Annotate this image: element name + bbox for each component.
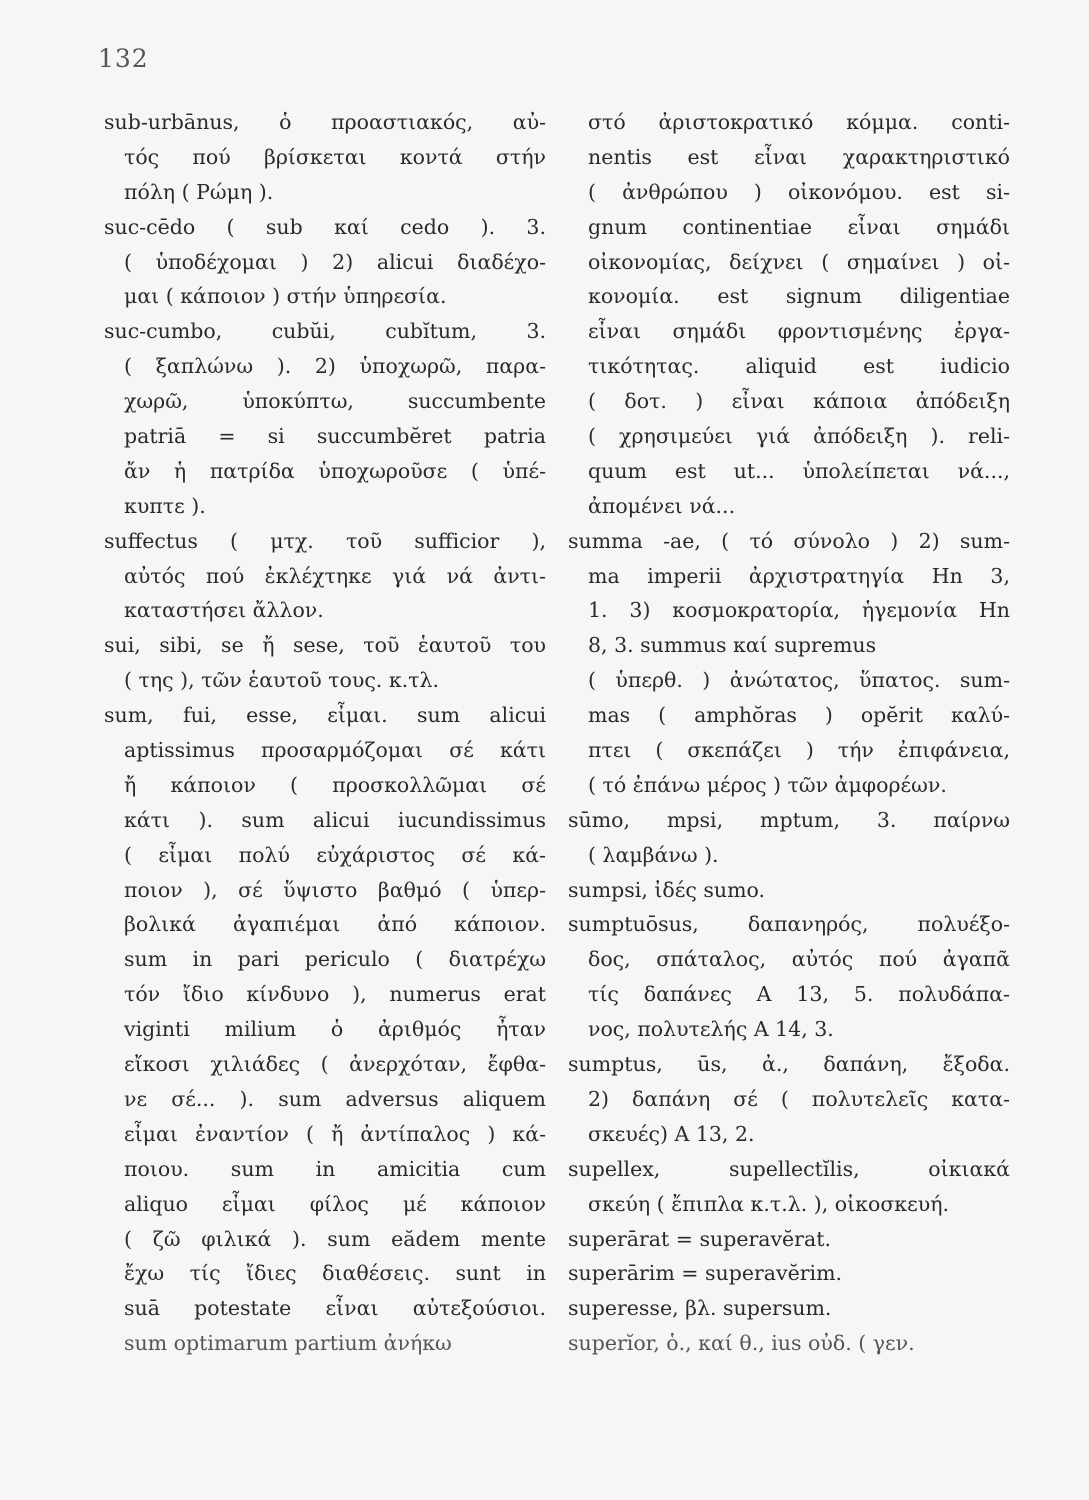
- left-column-line: suc-cumbo, cubŭi, cubĭtum, 3.: [104, 319, 546, 344]
- left-column-line: aptissimus προσαρμόζομαι σέ κάτι: [124, 738, 546, 763]
- right-column-line: ( ὑπερθ. ) ἀνώτατος, ὕπατος. sum-: [588, 668, 1010, 693]
- right-column-line: ( ἀνθρώπου ) οἰκονόμου. est si-: [588, 179, 1010, 204]
- left-column-line: κυπτε ).: [124, 493, 206, 518]
- left-column-line: πόλη ( Ρώμη ).: [124, 179, 274, 204]
- left-column-line: τός πού βρίσκεται κοντά στήν: [124, 144, 546, 169]
- left-column-line: εἴκοσι χιλιάδες ( ἀνερχόταν, ἔφθα-: [124, 1052, 546, 1077]
- right-column-line: ma imperii ἀρχιστρατηγία Hn 3,: [588, 563, 1010, 588]
- right-column-line: στό ἀριστοκρατικό κόμμα. conti-: [588, 110, 1010, 134]
- left-column-line: patriā = si succumbĕret patria: [124, 424, 546, 449]
- left-column-line: ἔχω τίς ἴδιες διαθέσεις. sunt in: [124, 1261, 546, 1286]
- right-column-line: σκευές) A 13, 2.: [588, 1121, 755, 1146]
- left-column-line: καταστήσει ἄλλον.: [124, 598, 324, 623]
- right-column-line: νος, πολυτελής A 14, 3.: [588, 1017, 834, 1042]
- left-column-line: aliquo εἶμαι φίλος μέ κάποιον: [124, 1191, 546, 1216]
- left-column-line: sum, fui, esse, εἶμαι. sum alicui: [104, 703, 546, 728]
- page-number: 132: [98, 44, 149, 73]
- left-column-line: suā potestate εἶναι αὐτεξούσιοι.: [124, 1296, 546, 1321]
- left-column-line: sub-urbānus, ὁ προαστιακός, αὐ-: [104, 110, 546, 134]
- left-column-line: αὐτός πού ἐκλέχτηκε γιά νά ἀντι-: [124, 563, 546, 588]
- left-column-line: ( εἶμαι πολύ εὐχάριστος σέ κά-: [124, 842, 546, 867]
- left-column-line: εἶμαι ἐναντίον ( ἤ ἀντίπαλος ) κά-: [124, 1121, 546, 1146]
- left-column-line: κάτι ). sum alicui iucundissimus: [124, 807, 546, 832]
- right-column-line: 1. 3) κοσμοκρατορία, ἡγεμονία Hn: [588, 598, 1010, 623]
- left-column: [104, 105, 546, 1361]
- left-column-line: νε σέ... ). sum adversus aliquem: [124, 1086, 546, 1111]
- right-column-line: sūmo, mpsi, mptum, 3. παίρνω: [568, 807, 1010, 832]
- left-column-line: ποιον ), σέ ὕψιστο βαθμό ( ὑπερ-: [124, 877, 546, 902]
- right-column-line: summa -ae, ( τό σύνολο ) 2) sum-: [568, 528, 1010, 553]
- right-column-line: 2) δαπάνη σέ ( πολυτελεῖς κατα-: [588, 1086, 1010, 1111]
- right-column-line: οἰκονομίας, δείχνει ( σημαίνει ) οἰ-: [588, 249, 1010, 274]
- right-column-line: quum est ut... ὑπολείπεται νά...,: [588, 458, 1010, 483]
- left-column-line: τόν ἴδιο κίνδυνο ), numerus erat: [124, 982, 546, 1007]
- left-column-line: sui, sibi, se ἤ sese, τοῦ ἑαυτοῦ του: [104, 633, 546, 658]
- right-column-line: superārim = superavĕrim.: [568, 1261, 843, 1286]
- right-column-line: sumptus, ūs, ἀ., δαπάνη, ἔξοδα.: [568, 1052, 1010, 1077]
- right-column-line: δος, σπάταλος, αὐτός πού ἀγαπᾶ: [588, 947, 1010, 972]
- right-column-line: κονομία. est signum diligentiae: [588, 284, 1010, 309]
- right-column-line: sumpsi, ἰδές sumo.: [568, 877, 766, 902]
- left-column-line: viginti milium ὁ ἀριθμός ἦταν: [124, 1017, 546, 1042]
- left-column-line: ( ξαπλώνω ). 2) ὑποχωρῶ, παρα-: [124, 354, 546, 379]
- right-column-line: τίς δαπάνες A 13, 5. πολυδάπα-: [588, 982, 1010, 1007]
- right-column-line: πτει ( σκεπάζει ) τήν ἐπιφάνεια,: [588, 738, 1010, 763]
- right-column-line: mas ( amphŏras ) opĕrit καλύ-: [588, 703, 1010, 728]
- right-column-line: ἀπομένει νά...: [588, 493, 736, 518]
- right-column-line: τικότητας. aliquid est iudicio: [588, 354, 1010, 379]
- left-column-line: ( της ), τῶν ἑαυτοῦ τους. κ.τλ.: [124, 668, 440, 693]
- right-column-line: ( δοτ. ) εἶναι κάποια ἀπόδειξη: [588, 389, 1010, 414]
- left-column-line: sum in pari periculo ( διατρέχω: [124, 947, 546, 972]
- right-column-line: εἶναι σημάδι φροντισμένης ἐργα-: [588, 319, 1010, 344]
- right-column-line: ( λαμβάνω ).: [588, 842, 719, 867]
- right-column-line: superĭor, ὁ., καί θ., ius οὐδ. ( γεν.: [568, 1331, 915, 1356]
- left-column-line: suc-cēdo ( sub καί cedo ). 3.: [104, 214, 546, 239]
- left-column-line: βολικά ἀγαπιέμαι ἀπό κάποιον.: [124, 912, 546, 937]
- right-column-line: σκεύη ( ἔπιπλα κ.τ.λ. ), οἰκοσκευή.: [588, 1191, 950, 1216]
- right-column: [568, 105, 1010, 1361]
- left-column-line: ἄν ἡ πατρίδα ὑποχωροῦσε ( ὑπέ-: [124, 458, 546, 483]
- left-column-line: sum optimarum partium ἀνήκω: [124, 1331, 452, 1356]
- left-column-line: χωρῶ, ὑποκύπτω, succumbente: [124, 389, 546, 414]
- left-column-line: ( ὑποδέχομαι ) 2) alicui διαδέχο-: [124, 249, 546, 274]
- left-column-line: suffectus ( μτχ. τοῦ sufficior ),: [104, 528, 546, 553]
- right-column-line: nentis est εἶναι χαρακτηριστικό: [588, 144, 1010, 169]
- right-column-line: superesse, βλ. supersum.: [568, 1296, 832, 1321]
- right-column-line: sumptuōsus, δαπανηρός, πολυέξο-: [568, 912, 1010, 937]
- right-column-line: gnum continentiae εἶναι σημάδι: [588, 214, 1010, 239]
- left-column-line: ( ζῶ φιλικά ). sum eădem mente: [124, 1226, 546, 1251]
- right-column-line: 8, 3. summus καί supremus: [588, 633, 877, 658]
- right-column-line: superārat = superavĕrat.: [568, 1226, 831, 1251]
- left-column-line: μαι ( κάποιον ) στήν ὑπηρεσία.: [124, 284, 447, 309]
- right-column-line: ( τό ἐπάνω μέρος ) τῶν ἀμφορέων.: [588, 772, 947, 797]
- right-column-line: supellex, supellectĭlis, οἰκιακά: [568, 1156, 1010, 1181]
- right-column-line: ( χρησιμεύει γιά ἀπόδειξη ). reli-: [588, 424, 1010, 449]
- left-column-line: ἤ κάποιον ( προσκολλῶμαι σέ: [124, 772, 546, 797]
- left-column-line: ποιου. sum in amicitia cum: [124, 1156, 546, 1181]
